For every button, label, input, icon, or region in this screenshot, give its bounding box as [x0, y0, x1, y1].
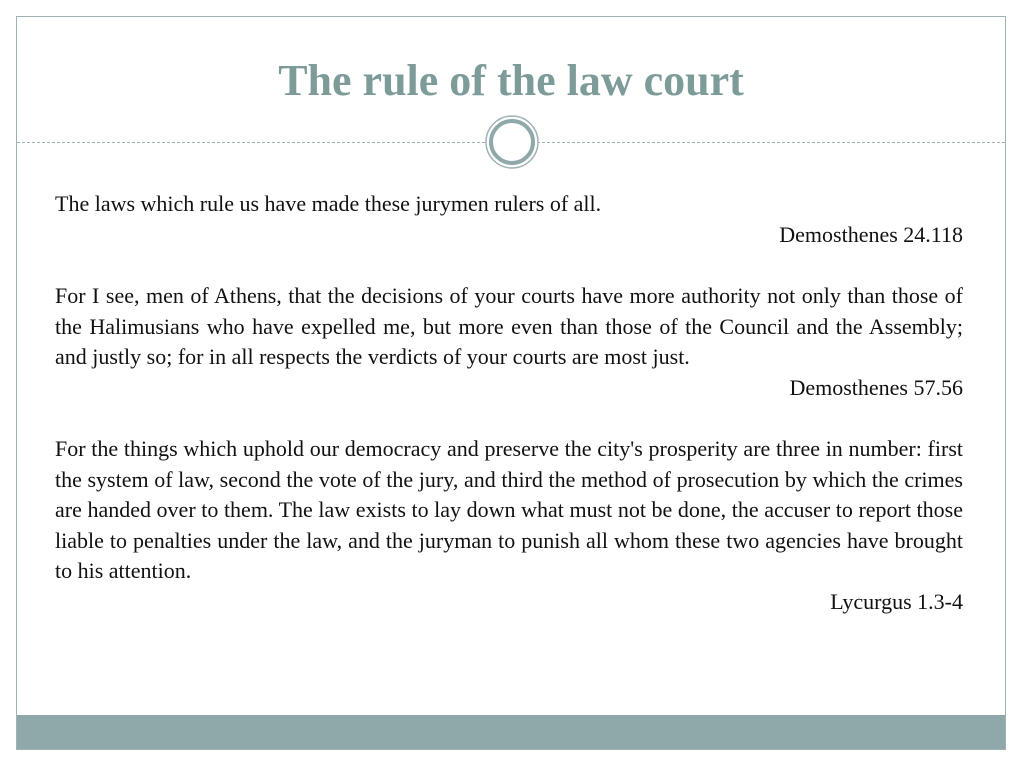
quote-citation: Demosthenes 24.118: [779, 221, 963, 247]
footer-bar: [17, 715, 1005, 749]
spacer: [55, 403, 963, 434]
quote-text: The laws which rule us have made these jurymen rulers of all.: [55, 191, 602, 216]
quote-citation: Demosthenes 57.56: [789, 374, 963, 400]
circle-ornament-icon: [485, 115, 539, 169]
quote-text: For I see, men of Athens, that the decisions of your courts have more authority not only than those of the Halimusians who have expelled me, but more even than those of the Council and the Assembly; and justly so; for in all respects the verdicts of your courts are most just.: [55, 283, 963, 369]
spacer: [55, 250, 963, 281]
slide: [16, 16, 1006, 750]
slide-title: The rule of the law court: [278, 56, 744, 105]
quotes-body: [55, 189, 963, 617]
quote-text: For the things which uphold our democracy and preserve the city's prosperity are three in number: first the system of law, second the vote of the jury, and third the method of prosecution by which the crimes are handed over to them. The law exists to lay down what must not be done, the accuser to report those liable to penalties under the law, and the juryman to punish all whom these two agencies have brought to his attention.: [55, 436, 963, 583]
quote-citation: Lycurgus 1.3-4: [830, 588, 963, 614]
